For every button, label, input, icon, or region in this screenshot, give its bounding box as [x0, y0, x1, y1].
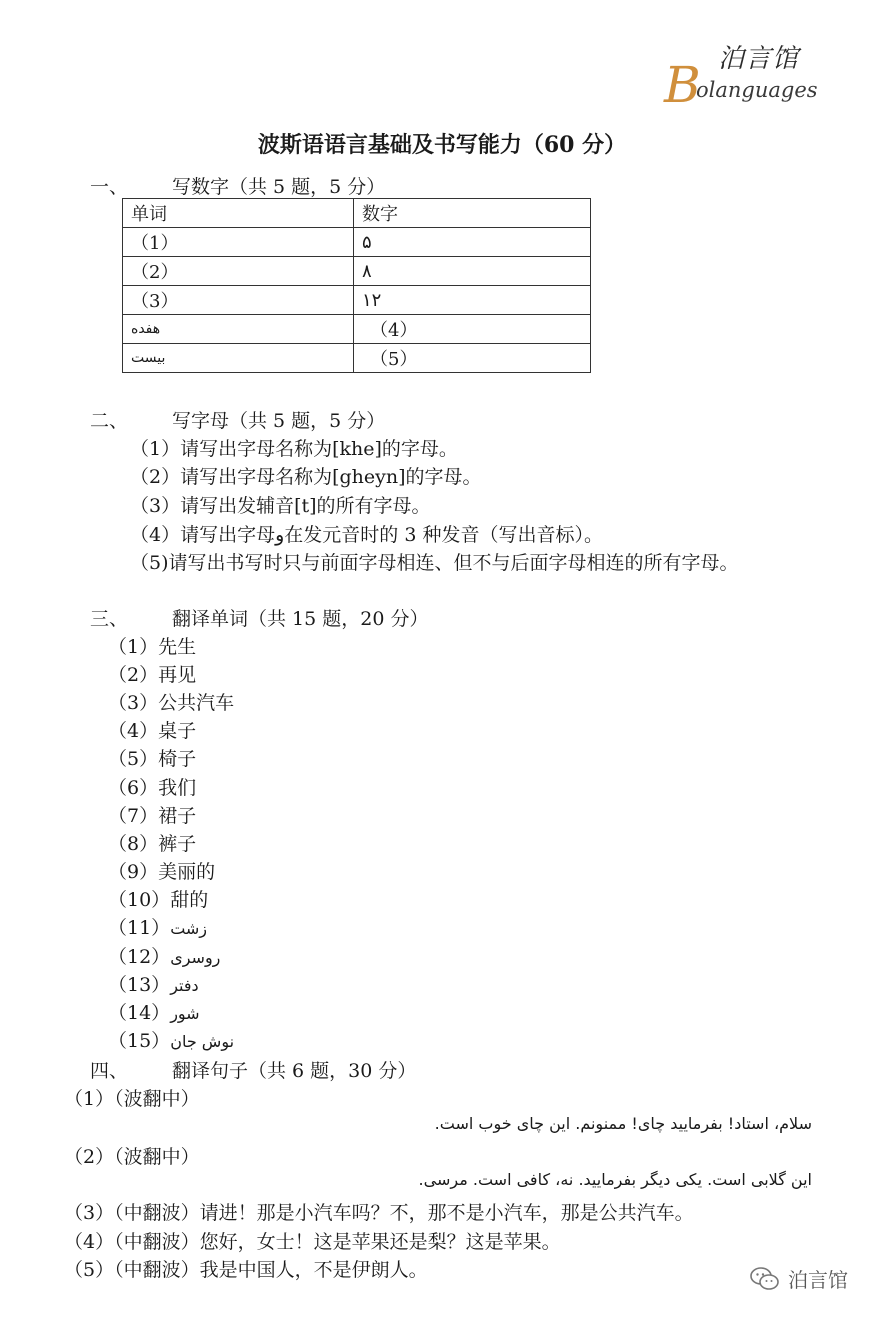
- sentence-item: （5）（中翻波）我是中国人，不是伊朗人。: [64, 1259, 428, 1281]
- table-row: [123, 257, 591, 286]
- sentence-label: （1）（波翻中）: [64, 1088, 200, 1110]
- table-cell: ۵: [354, 228, 591, 257]
- item-number: （9）: [108, 861, 159, 883]
- wechat-icon: [750, 1266, 780, 1292]
- list-item: [108, 885, 208, 912]
- item-number: （13）: [108, 974, 171, 996]
- section-2-number: 二、: [90, 410, 129, 432]
- item-number: （11）: [108, 917, 171, 939]
- table-cell: （5）: [354, 344, 591, 373]
- section-1-number: 一、: [90, 176, 129, 198]
- table-cell: （2）: [123, 257, 354, 286]
- list-item: [108, 857, 215, 884]
- section-2-heading: 写字母（共 5 题，5 分）: [172, 410, 386, 432]
- watermark: [750, 1264, 848, 1293]
- persian-sentence: این گلابی است. یکی دیگر بفرمایید. نه، کافی است. مرسی.: [418, 1170, 812, 1189]
- list-item: [108, 632, 196, 659]
- logo-english: olanguages: [696, 78, 818, 102]
- list-item: [108, 913, 207, 940]
- item-word: 美丽的: [158, 861, 216, 883]
- table-cell: بیست: [123, 344, 354, 373]
- item-number: （12）: [108, 946, 171, 968]
- item-word: 甜的: [170, 889, 209, 911]
- item-number: （14）: [108, 1002, 171, 1024]
- table-cell: ۱۲: [354, 286, 591, 315]
- item-word: شور: [170, 1004, 200, 1023]
- item-word: 裙子: [158, 805, 197, 827]
- item-number: （1）: [108, 636, 159, 658]
- item-word: دفتر: [170, 976, 199, 995]
- table-row: [123, 228, 591, 257]
- persian-sentence: سلام، استاد! بفرمایید چای! ممنونم. این چای خوب است.: [434, 1114, 812, 1133]
- item-word: 桌子: [158, 720, 197, 742]
- logo-initial: B: [664, 56, 701, 114]
- list-item: [108, 744, 196, 771]
- list-item: [108, 801, 196, 828]
- item-number: （8）: [108, 833, 159, 855]
- item-number: （3）: [108, 692, 159, 714]
- list-item: [108, 660, 196, 687]
- table-row: [123, 286, 591, 315]
- table-row: [123, 315, 591, 344]
- list-item: [108, 998, 200, 1025]
- item-word: 再见: [158, 664, 197, 686]
- sentence-item: （3）（中翻波）请进！那是小汽车吗？不，那不是小汽车，那是公共汽车。: [64, 1202, 694, 1224]
- section-3-heading: 翻译单词（共 15 题，20 分）: [172, 608, 429, 630]
- item-word: روسری: [170, 948, 221, 967]
- item-word: 裤子: [158, 833, 197, 855]
- item-word: 公共汽车: [158, 692, 235, 714]
- table-cell: （3）: [123, 286, 354, 315]
- table-cell: ۸: [354, 257, 591, 286]
- page-title: 波斯语语言基础及书写能力（60 分）: [257, 132, 627, 158]
- number-table: [122, 198, 591, 373]
- table-header-row: [123, 199, 591, 228]
- watermark-text: 泊言馆: [788, 1268, 848, 1292]
- section-3-number: 三、: [90, 608, 129, 630]
- section-1-heading: 写数字（共 5 题，5 分）: [172, 176, 386, 198]
- item-word: 先生: [158, 636, 197, 658]
- list-item: [108, 716, 196, 743]
- table-cell: （4）: [354, 315, 591, 344]
- list-item: [108, 688, 234, 715]
- list-item: （4）请写出字母و在发元音时的 3 种发音（写出音标）。: [130, 524, 603, 546]
- list-item: [108, 942, 220, 969]
- list-item: （2）请写出字母名称为[gheyn]的字母。: [130, 466, 482, 488]
- brand-logo: [660, 36, 820, 114]
- list-item: [108, 773, 196, 800]
- table-cell: هفده: [123, 315, 354, 344]
- item-word: نوش جان: [170, 1032, 235, 1051]
- list-item: [108, 829, 196, 856]
- table-cell: （1）: [123, 228, 354, 257]
- section-4-number: 四、: [90, 1060, 129, 1082]
- table-row: [123, 344, 591, 373]
- item-number: （7）: [108, 805, 159, 827]
- item-word: 椅子: [158, 748, 197, 770]
- table-header: 单词: [123, 199, 354, 228]
- item-number: （6）: [108, 777, 159, 799]
- list-item: （5)请写出书写时只与前面字母相连、但不与后面字母相连的所有字母。: [130, 552, 739, 574]
- item-number: （2）: [108, 664, 159, 686]
- sentence-item: （4）（中翻波）您好，女士！这是苹果还是梨？这是苹果。: [64, 1231, 561, 1253]
- logo-chinese: 泊言馆: [718, 44, 800, 74]
- item-word: زشت: [170, 919, 208, 938]
- list-item: [108, 970, 199, 997]
- list-item: （1）请写出字母名称为[khe]的字母。: [130, 438, 458, 460]
- item-number: （10）: [108, 889, 171, 911]
- list-item: [108, 1026, 234, 1053]
- item-word: 我们: [158, 777, 197, 799]
- item-number: （15）: [108, 1030, 171, 1052]
- list-item: （3）请写出发辅音[t]的所有字母。: [130, 495, 431, 517]
- section-4-heading: 翻译句子（共 6 题，30 分）: [172, 1060, 417, 1082]
- item-number: （5）: [108, 748, 159, 770]
- table-header: 数字: [354, 199, 591, 228]
- item-number: （4）: [108, 720, 159, 742]
- sentence-label: （2）（波翻中）: [64, 1146, 200, 1168]
